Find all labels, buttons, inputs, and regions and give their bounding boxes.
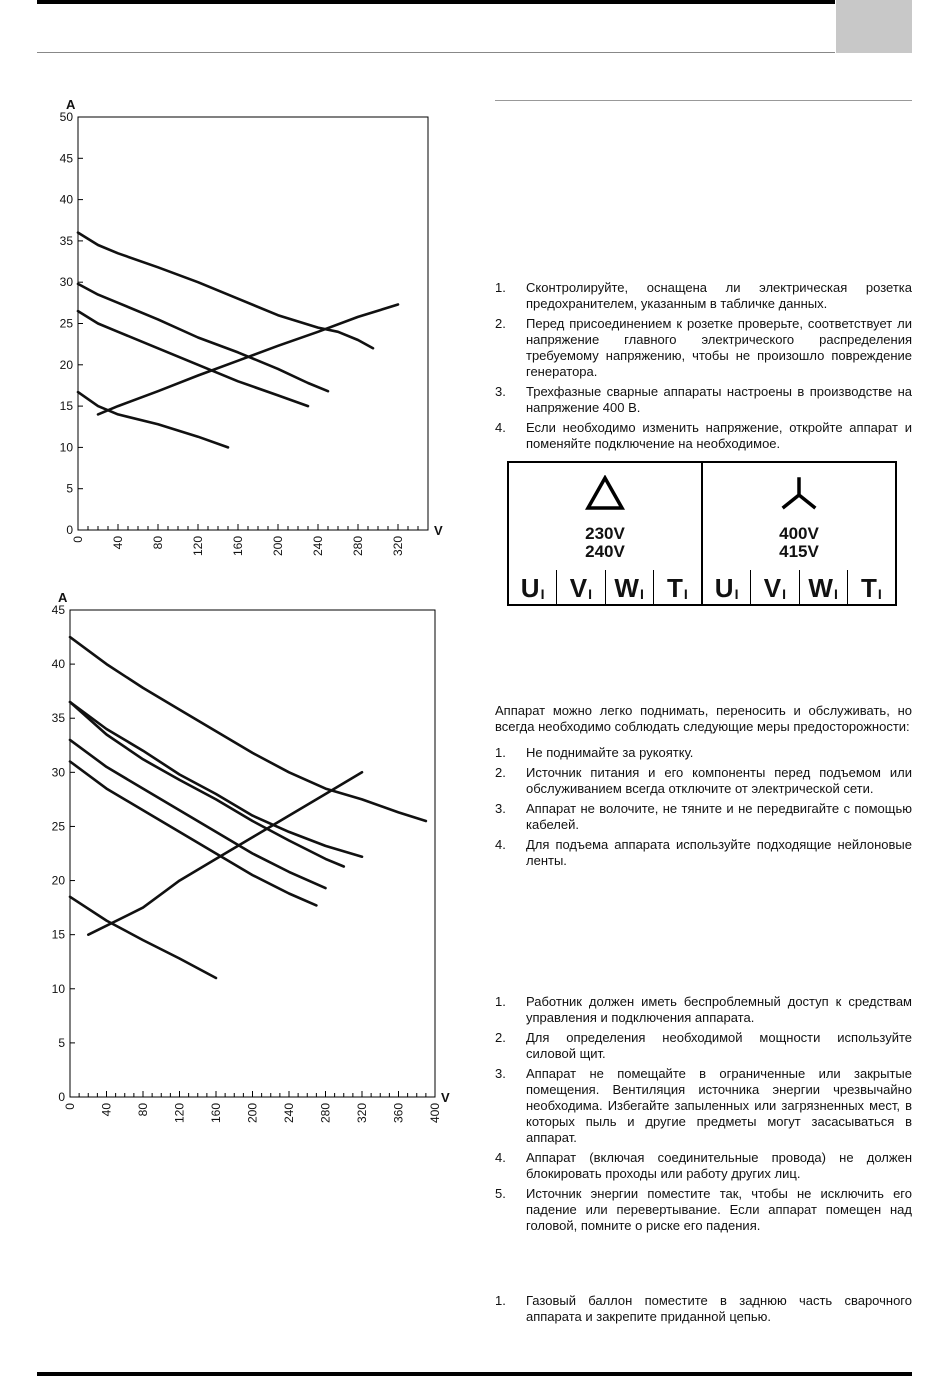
corner-tab	[836, 0, 912, 53]
header-rule	[37, 52, 835, 53]
list-item	[495, 280, 912, 312]
x-tick-label: 200	[245, 1103, 260, 1124]
delta-terminals	[509, 570, 701, 604]
y-tick-label: 10	[51, 981, 65, 996]
x-tick-label: 320	[391, 536, 405, 557]
x-tick-label: 0	[63, 1103, 77, 1110]
terminal-w: W I	[605, 570, 653, 604]
delta-voltage-1: 230V	[585, 524, 625, 543]
delta-voltage-2: 240V	[585, 542, 625, 561]
terminal-v: V I	[750, 570, 798, 604]
footer-bar	[37, 1372, 912, 1376]
list-item-text: Не поднимайте за рукоятку.	[526, 745, 694, 760]
list-item	[495, 384, 912, 416]
list-item-number: 3.	[495, 1066, 506, 1081]
series-line-7	[88, 772, 362, 934]
x-tick-label: 240	[311, 536, 325, 557]
connection-steps	[495, 280, 912, 452]
y-tick-label: 30	[51, 765, 65, 780]
x-tick-label: 400	[428, 1103, 442, 1124]
list-item-text: Трехфазные сварные аппараты настроены в производстве на напряжение 400 В.	[526, 384, 912, 415]
y-tick-label: 35	[59, 233, 73, 248]
gas-cylinder-steps	[495, 1293, 912, 1325]
list-item	[495, 1030, 912, 1062]
list-item-number: 2.	[495, 1030, 506, 1045]
y-tick-label: 15	[59, 399, 73, 414]
list-item-number: 1.	[495, 994, 506, 1009]
x-tick-label: 0	[71, 536, 85, 543]
x-axis-label: V	[434, 523, 443, 538]
series-line-5	[98, 305, 398, 415]
chart-current-voltage-2	[40, 585, 470, 1135]
list-item	[495, 1066, 912, 1146]
y-tick-label: 45	[59, 151, 73, 166]
x-tick-label: 360	[391, 1103, 406, 1124]
list-item	[495, 420, 912, 452]
y-tick-label: 45	[51, 603, 65, 617]
list-item-text: Работник должен иметь беспроблемный доступ к средствам управления и подключения аппарата.	[526, 994, 912, 1025]
placement-steps	[495, 994, 912, 1234]
y-tick-label: 5	[58, 1035, 65, 1050]
x-tick-label: 80	[136, 1103, 150, 1117]
x-axis-label: V	[441, 1090, 450, 1105]
terminal-t: T I	[847, 570, 895, 604]
delta-connection	[509, 463, 701, 604]
x-tick-label: 160	[231, 536, 245, 557]
top-bar	[37, 0, 835, 4]
star-voltage-2: 415V	[779, 542, 819, 561]
list-item-number: 2.	[495, 765, 506, 780]
list-item	[495, 994, 912, 1026]
chart-current-voltage-1	[40, 90, 460, 560]
terminal-u: U I	[714, 573, 739, 603]
terminal-t: T I	[653, 570, 701, 604]
series-line-4	[70, 740, 326, 888]
list-item	[495, 1150, 912, 1182]
connection-section	[495, 280, 912, 456]
list-item-number: 4.	[495, 420, 506, 435]
handling-intro: Аппарат можно легко поднимать, переносить и обслуживать, но всегда необходимо соблюдать следующие меры предосторожности:	[495, 703, 912, 734]
x-tick-label: 280	[351, 536, 365, 557]
series-line-4	[78, 392, 228, 447]
section-rule	[495, 100, 912, 101]
y-tick-label: 20	[51, 873, 65, 888]
list-item	[495, 745, 912, 761]
x-tick-label: 120	[191, 536, 205, 557]
series-line-2	[70, 702, 362, 857]
gas-cylinder-section	[495, 1293, 912, 1329]
list-item-number: 4.	[495, 1150, 506, 1165]
y-tick-label: 0	[66, 523, 73, 537]
list-item-number: 4.	[495, 837, 506, 852]
terminal-v: V I	[556, 570, 604, 604]
x-tick-label: 160	[209, 1103, 223, 1124]
series-line-1	[70, 637, 426, 821]
list-item-text: Для подъема аппарата используйте подходящие нейлоновые ленты.	[526, 837, 912, 868]
y-tick-label: 40	[51, 657, 65, 672]
list-item-text: Сконтролируйте, оснащена ли электрическая розетка предохранителем, указанным в табличке данных.	[526, 280, 912, 311]
x-tick-label: 320	[355, 1103, 369, 1124]
y-tick-label: 0	[58, 1090, 65, 1104]
y-axis-label: A	[58, 590, 68, 605]
list-item-text: Если необходимо изменить напряжение, откройте аппарат и поменяйте подключение на необходимое.	[526, 420, 912, 451]
y-tick-label: 50	[59, 110, 73, 124]
handling-steps	[495, 745, 912, 869]
list-item	[495, 765, 912, 797]
list-item-text: Источник питания и его компоненты перед подъемом или обслуживанием всегда отключите от электрической сети.	[526, 765, 912, 796]
star-voltage-1: 400V	[779, 524, 819, 543]
list-item-number: 1.	[495, 280, 506, 295]
list-item	[495, 1293, 912, 1325]
x-tick-label: 40	[99, 1103, 114, 1117]
y-tick-label: 40	[59, 192, 73, 207]
x-tick-label: 240	[282, 1103, 296, 1124]
y-tick-label: 30	[59, 275, 73, 290]
y-tick-label: 25	[59, 316, 73, 331]
y-tick-label: 35	[51, 711, 65, 726]
delta-icon	[585, 475, 625, 511]
list-item-text: Аппарат не волочите, не тяните и не передвигайте с помощью кабелей.	[526, 801, 912, 832]
y-tick-label: 25	[51, 819, 65, 834]
star-connection	[701, 463, 895, 604]
list-item-number: 1.	[495, 1293, 506, 1308]
star-terminals	[703, 570, 895, 604]
x-tick-label: 80	[151, 536, 165, 550]
y-tick-label: 5	[66, 481, 73, 496]
list-item-number: 2.	[495, 316, 506, 331]
list-item-text: Для определения необходимой мощности используйте силовой щит.	[526, 1030, 912, 1061]
list-item-text: Аппарат не помещайте в ограниченные или закрытые помещения. Вентиляция источника энергии чрезвычайно необходима. Избегайте запыленных или загрязненных мест, в которых пыль и другие предметы могут засасываться в аппарат.	[526, 1066, 912, 1145]
list-item-text: Перед присоединением к розетке проверьте, соответствует ли напряжение главного электрического распределения требуемому напряжению, чтобы не произошло повреждение генератора.	[526, 316, 912, 379]
series-line-2	[78, 284, 328, 391]
x-tick-label: 200	[271, 536, 285, 557]
list-item-number: 5.	[495, 1186, 506, 1201]
list-item	[495, 801, 912, 833]
list-item	[495, 837, 912, 869]
y-axis-label: A	[66, 97, 76, 112]
series-line-1	[78, 233, 373, 349]
x-tick-label: 280	[318, 1103, 333, 1124]
placement-section	[495, 994, 912, 1238]
list-item	[495, 1186, 912, 1234]
list-item	[495, 316, 912, 380]
y-tick-label: 10	[59, 440, 73, 455]
terminal-w: W I	[799, 570, 847, 604]
y-tick-label: 20	[59, 357, 73, 372]
x-tick-label: 40	[111, 536, 125, 550]
x-tick-label: 120	[172, 1103, 187, 1124]
list-item-text: Аппарат (включая соединительные провода) не должен блокировать проходы или работу других лиц.	[526, 1150, 912, 1181]
series-line-3	[78, 311, 308, 406]
y-tick-label: 15	[51, 927, 65, 942]
handling-section	[495, 703, 912, 873]
star-icon	[779, 475, 819, 511]
plot-frame	[78, 117, 428, 530]
list-item-text: Источник энергии поместите так, чтобы не исключить его падение или перевертывание. Если аппарат помещен над головой, помните о риске его падения.	[526, 1186, 912, 1233]
list-item-number: 3.	[495, 801, 506, 816]
list-item-text: Газовый баллон поместите в заднюю часть сварочного аппарата и закрепите приданной цепью.	[526, 1293, 912, 1324]
wiring-diagram	[507, 461, 897, 606]
terminal-u: U I	[520, 573, 545, 603]
list-item-number: 1.	[495, 745, 506, 760]
list-item-number: 3.	[495, 384, 506, 399]
